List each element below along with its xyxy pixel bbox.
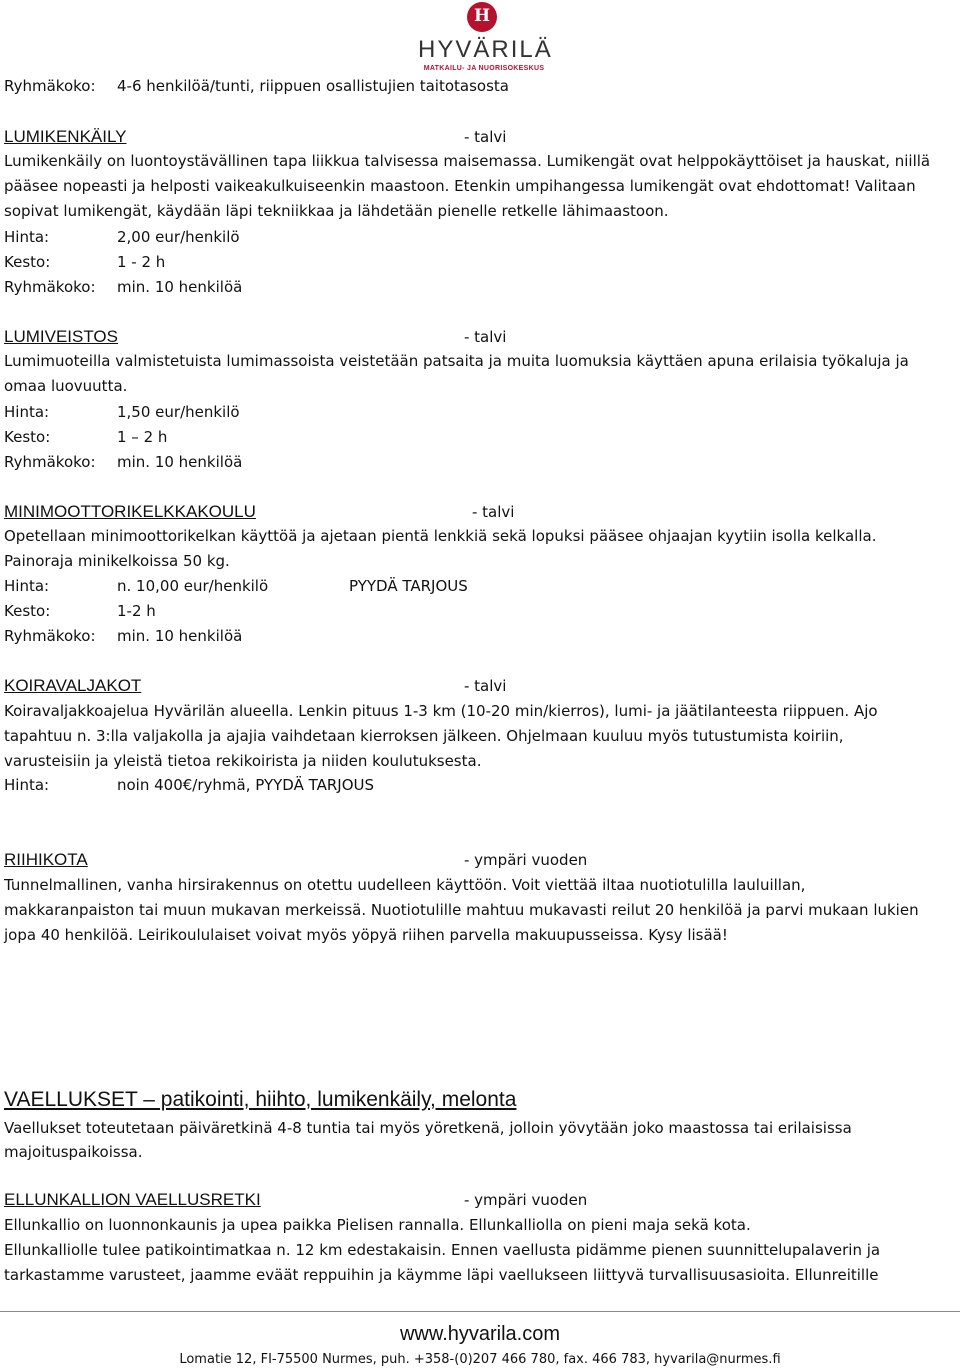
paragraph-line: Painoraja minikelkoissa 50 kg.	[4, 552, 230, 570]
footer-divider	[0, 1311, 960, 1312]
section-title-vaellukset: VAELLUKSET – patikointi, hiihto, lumikenkäily, melonta	[4, 1088, 517, 1111]
duration-value: 1 – 2 h	[117, 428, 168, 446]
group-label: Ryhmäkoko:	[4, 453, 96, 471]
duration-value: 1 - 2 h	[117, 253, 166, 271]
section-season-ellunkallio: - ympäri vuoden	[464, 1191, 588, 1209]
paragraph-line: Tunnelmallinen, vanha hirsirakennus on otettu uudelleen käyttöön. Voit viettää iltaa nuotiotulilla lauluillan,	[4, 876, 806, 894]
footer-website-link[interactable]: www.hyvarila.com	[399, 1323, 561, 1345]
offer-request: PYYDÄ TARJOUS	[349, 577, 468, 595]
price-label: Hinta:	[4, 577, 50, 595]
section-title-lumikenkaily: LUMIKENKÄILY	[4, 127, 127, 146]
duration-label: Kesto:	[4, 428, 51, 446]
section-season-riihikota: - ympäri vuoden	[464, 851, 588, 869]
logo-emblem-icon	[467, 2, 497, 32]
top-group-value: 4-6 henkilöä/tunti, riippuen osallistujien taitotasosta	[117, 77, 509, 95]
section-season-koiravaljakot: - talvi	[464, 677, 507, 695]
paragraph-line: varusteisiin ja yleistä tietoa rekikoirista ja niiden koulutuksesta.	[4, 752, 482, 770]
duration-label: Kesto:	[4, 602, 51, 620]
paragraph-line: Ellunkalliolle tulee patikointimatkaa n. 12 km edestakaisin. Ennen vaellusta pidämme pienen suunnittelupalaverin ja	[4, 1241, 881, 1259]
price-value: 2,00 eur/henkilö	[117, 228, 240, 246]
paragraph-line: Ellunkallio on luonnonkaunis ja upea paikka Pielisen rannalla. Ellunkalliolla on pieni maja sekä kota.	[4, 1216, 751, 1234]
paragraph-line: omaa luovuutta.	[4, 377, 128, 395]
group-value: min. 10 henkilöä	[117, 453, 243, 471]
price-value: n. 10,00 eur/henkilö	[117, 577, 269, 595]
group-value: min. 10 henkilöä	[117, 627, 243, 645]
price-value: noin 400€/ryhmä, PYYDÄ TARJOUS	[117, 776, 375, 794]
paragraph-line: Lumikenkäily on luontoystävällinen tapa liikkua talvisessa maisemassa. Lumikengät ovat helppokäyttöiset ja hauskat, niillä	[4, 152, 931, 170]
duration-label: Kesto:	[4, 253, 51, 271]
paragraph-line: tarkastamme varusteet, jaamme eväät reppuihin ja käymme läpi vaellukseen liittyvä turvallisuusasioita. Ellunreitille	[4, 1266, 879, 1284]
paragraph-line: Vaellukset toteutetaan päiväretkinä 4-8 tuntia tai myös yöretkenä, jolloin yövytään joko maastossa tai erilaisissa	[4, 1119, 852, 1137]
paragraph-line: sopivat lumikengät, käydään läpi tekniikkaa ja lähdetään pienelle retkelle lähimaastoon.	[4, 202, 669, 220]
logo-tagline: MATKAILU- JA NUORISOKESKUS	[423, 65, 545, 72]
section-season-lumikenkaily: - talvi	[464, 128, 507, 146]
paragraph-line: pääsee nopeasti ja helposti vaikeakulkuiseenkin maastoon. Etenkin umpihangessa lumikengät ovat ehdottomat! Valitaan	[4, 177, 916, 195]
price-label: Hinta:	[4, 403, 50, 421]
logo-mark: H	[473, 6, 491, 26]
group-value: min. 10 henkilöä	[117, 278, 243, 296]
logo-name: HYVÄRILÄ	[418, 36, 553, 63]
hyvarila-logo	[418, 2, 553, 74]
top-group-label: Ryhmäkoko:	[4, 77, 96, 95]
section-title-koiravaljakot: KOIRAVALJAKOT	[4, 676, 142, 695]
footer-address: Lomatie 12, FI-75500 Nurmes, puh. +358-(0)207 466 780, fax. 466 783, hyvarila@nurmes.fi	[179, 1352, 781, 1367]
paragraph-line: Opetellaan minimoottorikelkan käyttöä ja ajetaan pientä lenkkiä sekä lopuksi pääsee ohjaajan kyytiin isolla kelkalla.	[4, 527, 877, 545]
price-value: 1,50 eur/henkilö	[117, 403, 240, 421]
price-label: Hinta:	[4, 228, 50, 246]
price-label: Hinta:	[4, 776, 50, 794]
section-season-lumiveistos: - talvi	[464, 328, 507, 346]
section-title-ellunkallio: ELLUNKALLION VAELLUSRETKI	[4, 1190, 261, 1209]
section-title-lumiveistos: LUMIVEISTOS	[4, 327, 118, 346]
section-season-minimoottori: - talvi	[472, 503, 515, 521]
paragraph-line: tapahtuu n. 3:lla valjakolla ja ajajia vaihdetaan kierroksen jälkeen. Ohjelmaan kuuluu myös tutustumista koiriin,	[4, 727, 844, 745]
section-title-minimoottori: MINIMOOTTORIKELKKAKOULU	[4, 502, 256, 521]
group-label: Ryhmäkoko:	[4, 627, 96, 645]
paragraph-line: Koiravaljakkoajelua Hyvärilän alueella. Lenkin pituus 1-3 km (10-20 min/kierros), lumi- ja jäätilanteesta riippuen. Ajo	[4, 702, 878, 720]
duration-value: 1-2 h	[117, 602, 156, 620]
paragraph-line: jopa 40 henkilöä. Leirikoululaiset voivat myös yöpyä riihen parvella makuupusseissa. Kysy lisää!	[4, 926, 728, 944]
paragraph-line: Lumimuoteilla valmistetuista lumimassoista veistetään patsaita ja muita luomuksia käyttäen apuna erilaisia työkaluja ja	[4, 352, 909, 370]
paragraph-line: makkaranpaiston tai muun mukavan merkeissä. Nuotiotulille mahtuu mukavasti reilut 20 henkilöä ja parvi mukaan lukien	[4, 901, 919, 919]
paragraph-line: majoituspaikoissa.	[4, 1143, 143, 1161]
section-title-riihikota: RIIHIKOTA	[4, 850, 88, 869]
group-label: Ryhmäkoko:	[4, 278, 96, 296]
